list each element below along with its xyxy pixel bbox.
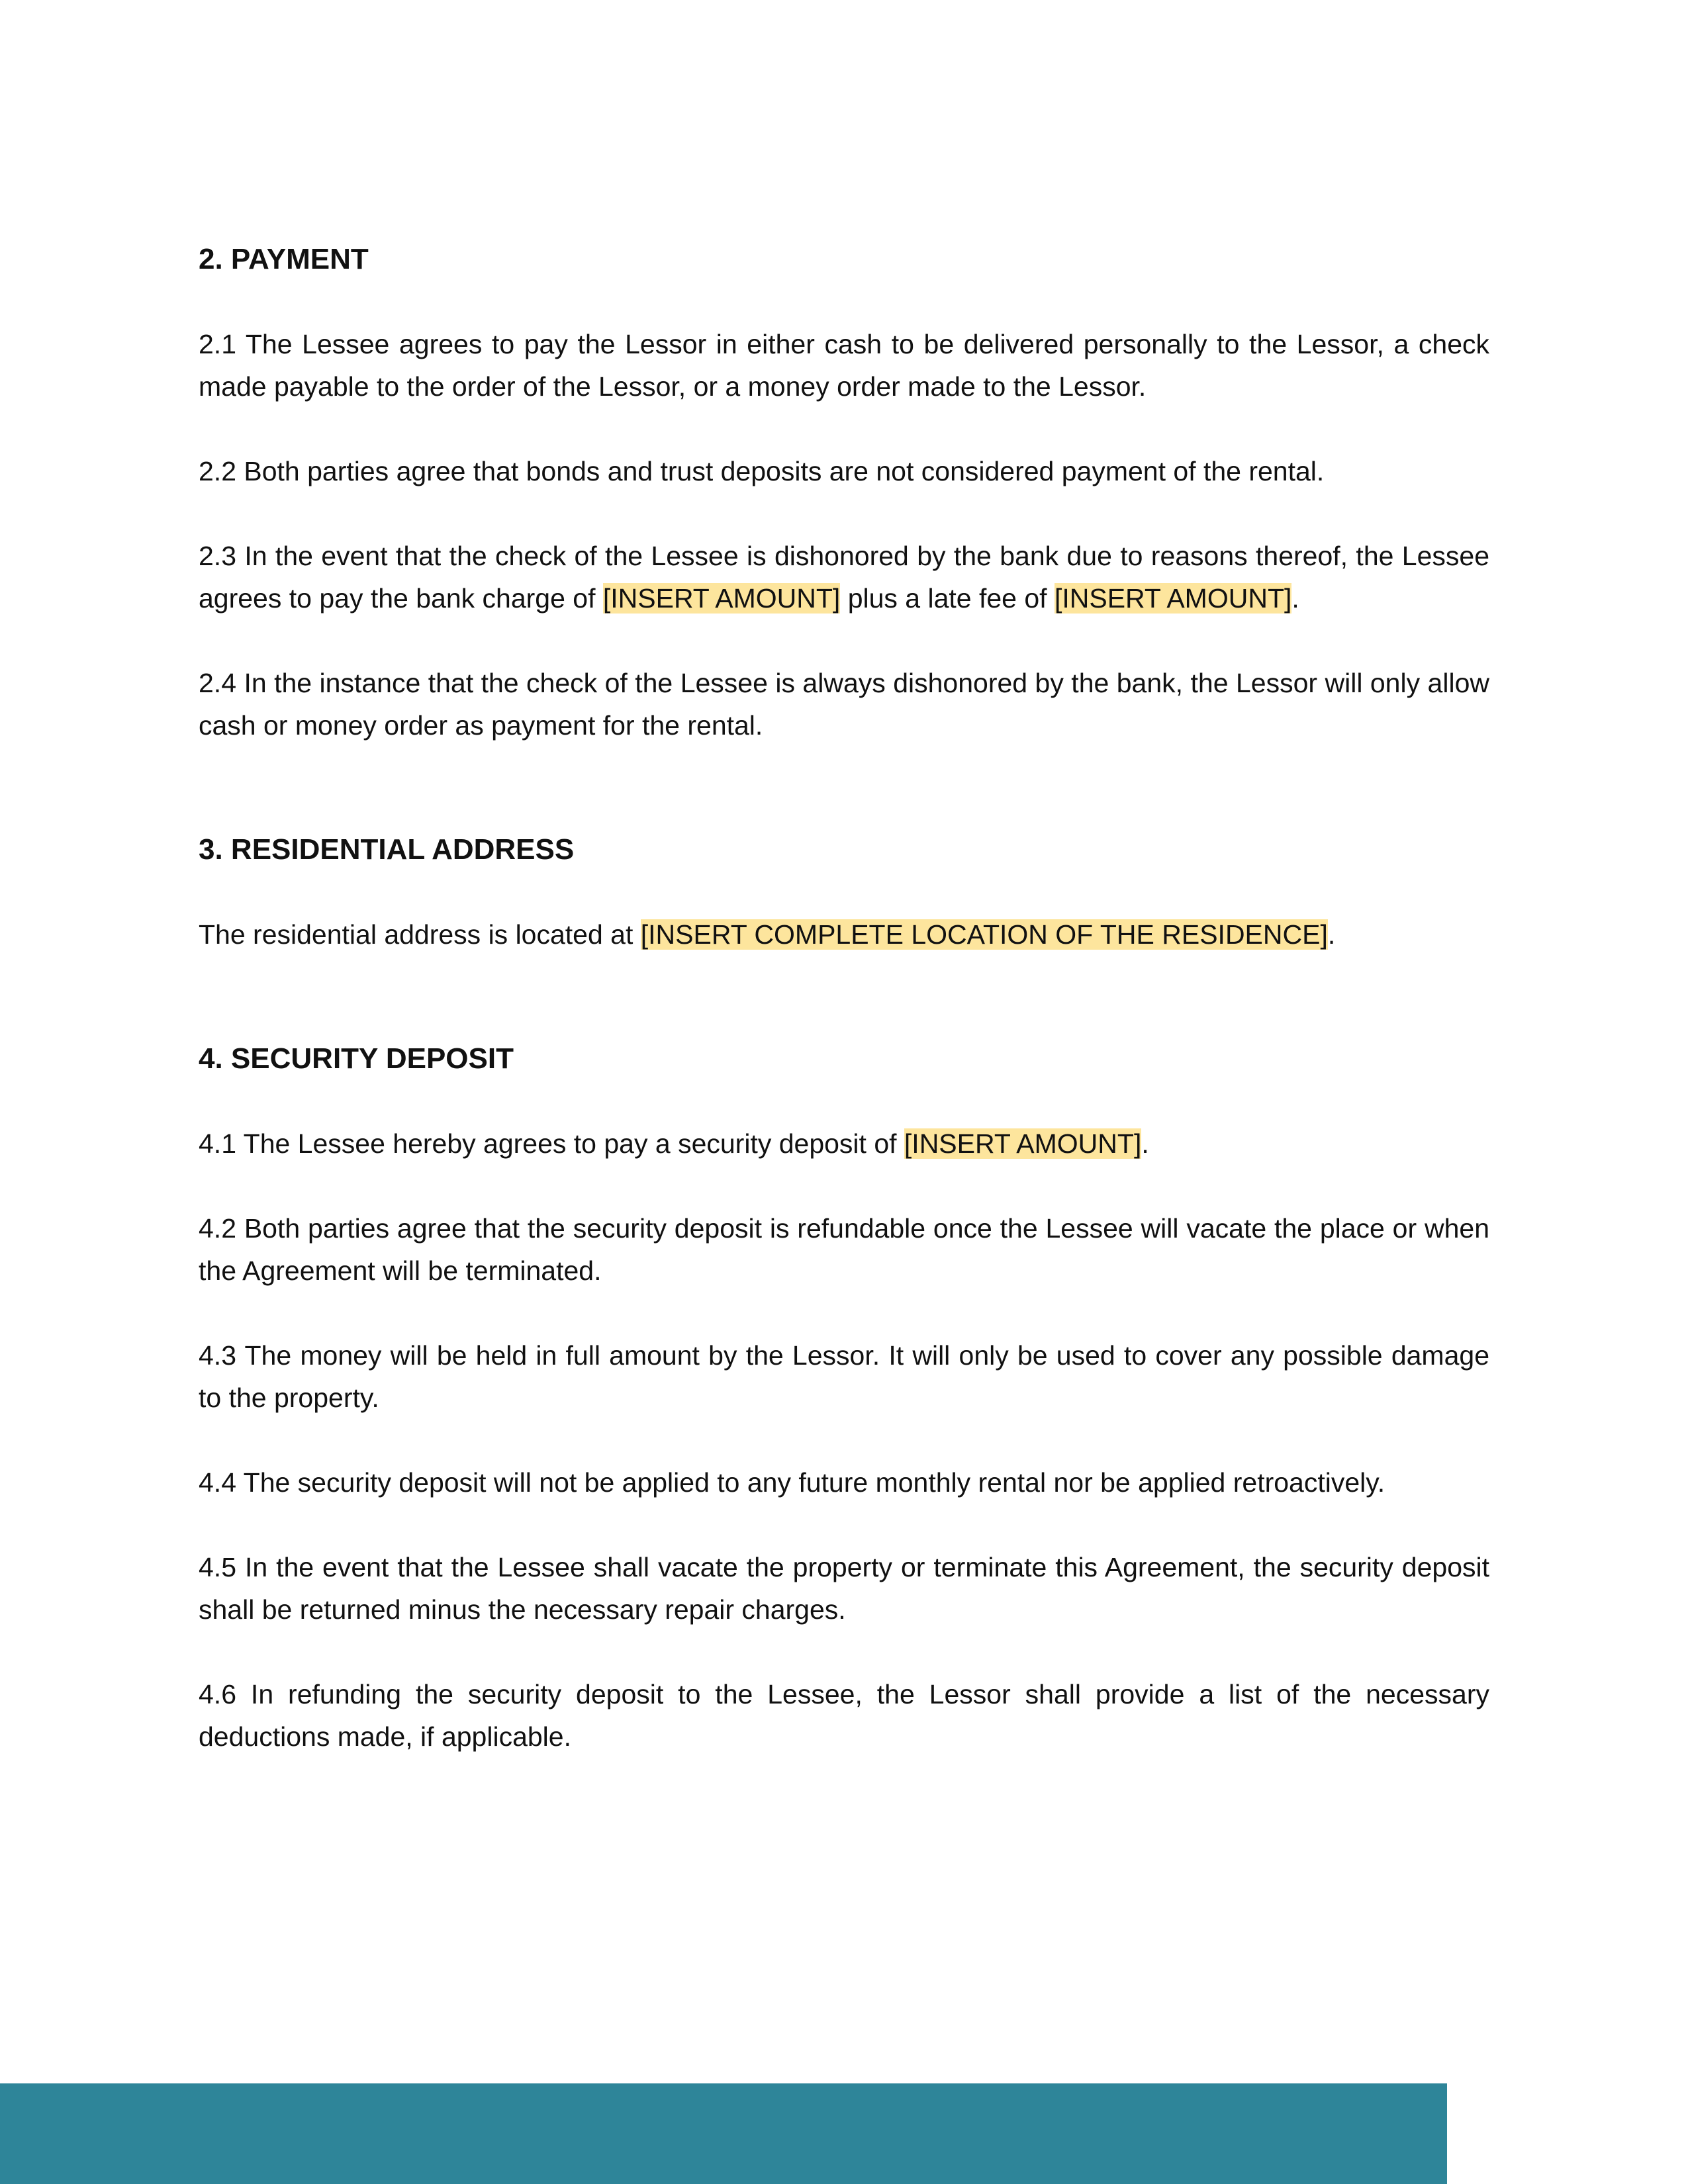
clause-text: . <box>1141 1128 1149 1159</box>
clause-text: 2.1 The Lessee agrees to pay the Lessor in either cash to be delivered personally to the Lessor, a check made payable to the order of the Lessor, or a money order made to the Lessor. <box>199 329 1489 402</box>
clause-4-1 <box>199 1122 1489 1165</box>
clause-text: 4.5 In the event that the Lessee shall vacate the property or terminate this Agreement, the security deposit shall be returned minus the necessary repair charges. <box>199 1552 1489 1625</box>
clause-text: . <box>1291 583 1299 614</box>
section-payment <box>199 238 1489 747</box>
clause-text: 2.3 In the event that the check of the Lessee is dishonored by the bank due to reasons thereof, the Lessee agrees to pay the bank charge of <box>199 541 1489 614</box>
clause-text: plus a late fee of <box>840 583 1055 614</box>
clause-text: 4.4 The security deposit will not be applied to any future monthly rental nor be applied retroactively. <box>199 1467 1385 1498</box>
clause-text: 2.2 Both parties agree that bonds and trust deposits are not considered payment of the rental. <box>199 456 1325 486</box>
clause-2-1 <box>199 323 1489 408</box>
clause-text: 4.2 Both parties agree that the security deposit is refundable once the Lessee will vacate the place or when the Agreement will be terminated. <box>199 1213 1489 1286</box>
section-heading: 4. SECURITY DEPOSIT <box>199 1042 514 1075</box>
clause-2-4 <box>199 662 1489 747</box>
clause-2-2 <box>199 450 1489 492</box>
clause-address <box>199 913 1489 956</box>
placeholder-deposit-amount: [INSERT AMOUNT] <box>904 1128 1142 1159</box>
clause-4-2 <box>199 1207 1489 1292</box>
clause-2-3 <box>199 535 1489 619</box>
clause-text: . <box>1327 919 1336 950</box>
clause-4-6 <box>199 1673 1489 1758</box>
placeholder-residence-location: [INSERT COMPLETE LOCATION OF THE RESIDENCE] <box>640 919 1328 950</box>
placeholder-late-fee: [INSERT AMOUNT] <box>1054 583 1292 614</box>
section-residential-address <box>199 829 1489 956</box>
clause-text: 2.4 In the instance that the check of the Lessee is always dishonored by the bank, the Lessor will only allow cash or money order as payment for the rental. <box>199 668 1489 741</box>
document-body <box>199 238 1489 1840</box>
clause-text: The residential address is located at <box>199 919 641 950</box>
clause-text: 4.1 The Lessee hereby agrees to pay a security deposit of <box>199 1128 904 1159</box>
clause-text: 4.3 The money will be held in full amount by the Lessor. It will only be used to cover any possible damage to the property. <box>199 1340 1489 1413</box>
section-security-deposit <box>199 1038 1489 1758</box>
clause-4-3 <box>199 1334 1489 1419</box>
clause-4-5 <box>199 1546 1489 1631</box>
footer-bar <box>0 2083 1447 2184</box>
clause-4-4 <box>199 1461 1489 1504</box>
section-heading: 2. PAYMENT <box>199 243 369 275</box>
section-heading: 3. RESIDENTIAL ADDRESS <box>199 833 575 866</box>
clause-text: 4.6 In refunding the security deposit to the Lessee, the Lessor shall provide a list of the necessary deductions made, if applicable. <box>199 1679 1489 1752</box>
placeholder-bank-charge: [INSERT AMOUNT] <box>602 583 841 614</box>
